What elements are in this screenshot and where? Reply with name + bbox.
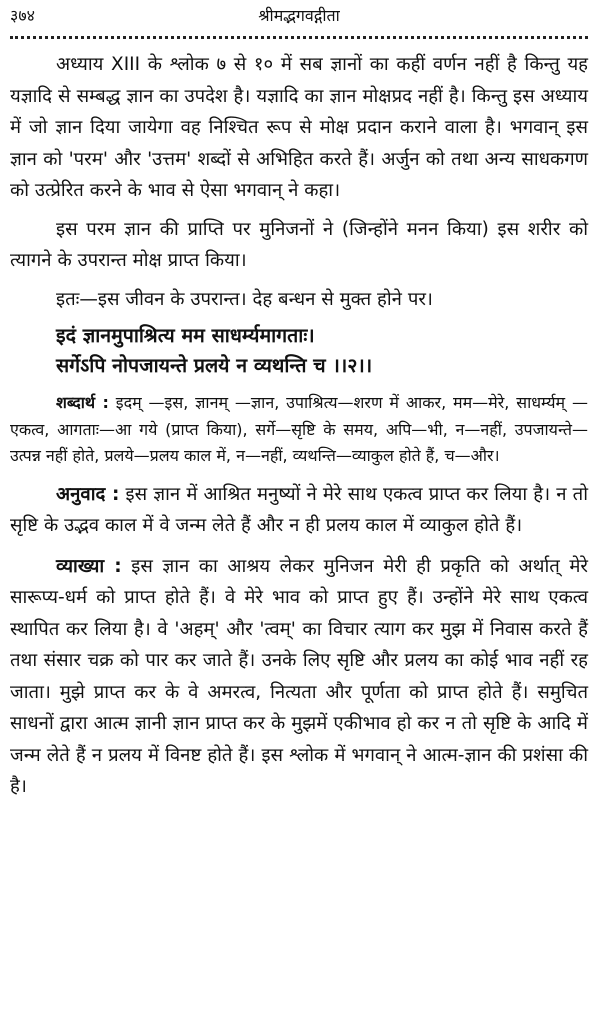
page-body [10, 49, 588, 803]
anuvad-text: इस ज्ञान में आश्रित मनुष्यों ने मेरे साथ एकत्व प्राप्त कर लिया है। न तो सृष्टि के उद्भव काल में वे जन्म लेते हैं और न ही प्रलय काल में व्याकुल होते हैं। [10, 483, 588, 536]
shabdarth-section [10, 390, 588, 470]
verse-line-2: सर्गेऽपि नोपजायन्ते प्रलये न व्यथन्ति च ।।२।। [56, 354, 373, 377]
page-header [10, 4, 588, 30]
dotted-divider [10, 36, 588, 39]
vyakhya-text: इस ज्ञान का आश्रय लेकर मुनिजन मेरी ही प्रकृति को अर्थात् मेरे सारूप्य-धर्म को प्राप्त होते हैं। वे मेरे भाव को प्राप्त हुए हैं। उन्होंने मेरे साथ एकत्व स्थापित कर लिया है। वे 'अहम्' और 'त्वम्' का विचार त्याग कर मुझ में निवास करते हैं तथा संसार चक्र को पार कर जाते हैं। उनके लिए सृष्टि और प्रलय का कोई भाव नहीं रह जाता। मुझे प्राप्त कर के वे अमरत्व, नित्यता और पूर्णता को प्राप्त होते हैं। समुचित साधनों द्वारा आत्म ज्ञानी ज्ञान प्राप्त कर के मुझमें एकीभाव हो कर न तो सृष्टि के आदि में जन्म लेते हैं न प्रलय में विनष्ट होते हैं। इस श्लोक में भगवान् ने आत्म-ज्ञान की प्रशंसा की है। [10, 555, 588, 797]
paragraph-intro: अध्याय XIII के श्लोक ७ से १० में सब ज्ञानों का कहीं वर्णन नहीं है किन्तु यह यज्ञादि से सम्बद्ध ज्ञान का उपदेश है। यज्ञादि का ज्ञान मोक्षप्रद नहीं है। किन्तु इस अध्याय में जो ज्ञान दिया जायेगा वह निश्चित रूप से मोक्ष प्रदान कराने वाला है। भगवान् इस ज्ञान को 'परम' और 'उत्तम' शब्दों से अभिहित करते हैं। अर्जुन को तथा अन्य साधकगण को उत्प्रेरित करने के भाव से ऐसा भगवान् ने कहा। [10, 54, 588, 201]
vyakhya-section [10, 551, 588, 803]
verse-line-1: इदं ज्ञानमुपाश्रित्य मम साधर्म्यमागताः। [56, 324, 315, 347]
paragraph-itah: इतः—इस जीवन के उपरान्त। देह बन्धन से मुक्त होने पर। [56, 288, 433, 310]
vyakhya-label: व्याख्या : [56, 555, 122, 577]
running-title: श्रीमद्भगवद्गीता [258, 6, 340, 25]
shabdarth-text: इदम् —इस, ज्ञानम् —ज्ञान, उपाश्रित्य—शरण में आकर, मम—मेरे, साधर्म्यम् —एकत्व, आगताः—आ गये (प्राप्त किया), सर्गे—सृष्टि के समय, अपि—भी, न—नहीं, उपजायन्ते—उत्पन्न नहीं होते, प्रलये—प्रलय काल में, न—नहीं, व्यथन्ति—व्याकुल होते हैं, च—और। [10, 393, 588, 465]
sanskrit-verse [10, 321, 588, 381]
paragraph-moksha: इस परम ज्ञान की प्राप्ति पर मुनिजनों ने (जिन्होंने मनन किया) इस शरीर को त्यागने के उपरान्त मोक्ष प्राप्त किया। [10, 218, 588, 271]
anuvad-section [10, 479, 588, 542]
shabdarth-label: शब्दार्थ : [56, 393, 109, 412]
anuvad-label: अनुवाद : [56, 483, 120, 505]
page-number: ३७४ [10, 6, 35, 25]
